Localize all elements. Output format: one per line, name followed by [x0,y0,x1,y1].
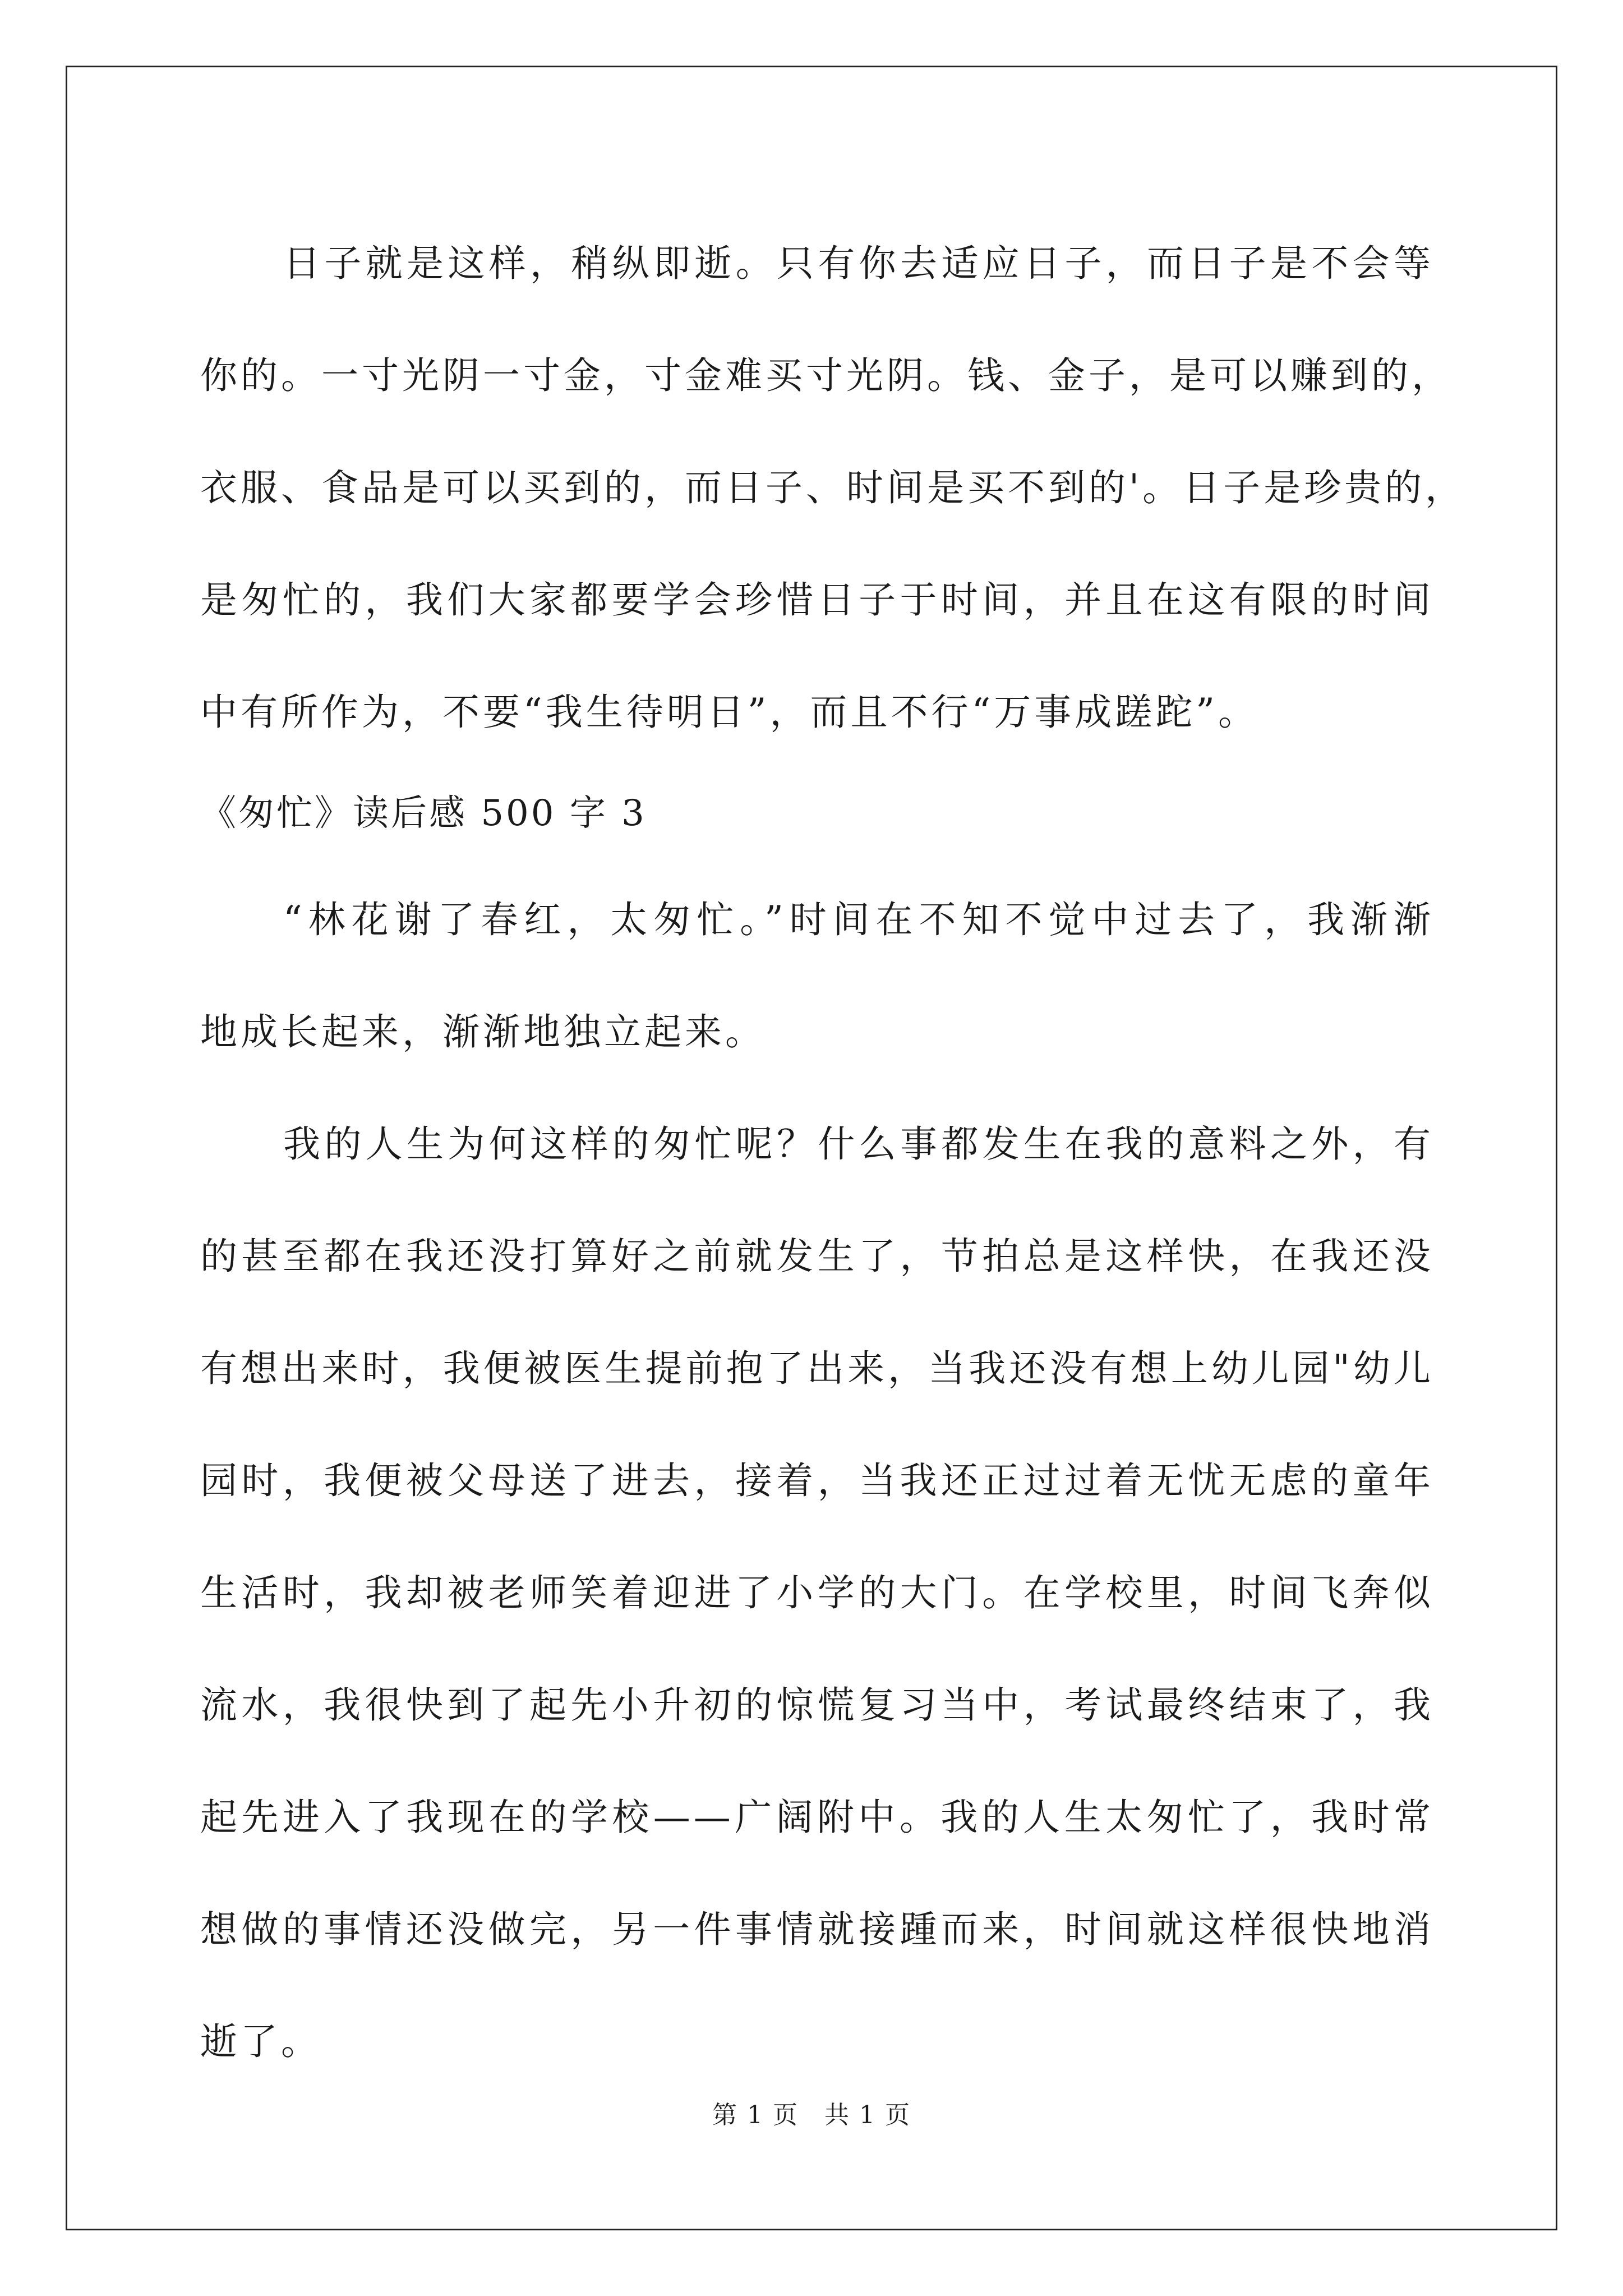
paragraph-line: 流水，我很快到了起先小升初的惊慌复习当中，考试最终结束了，我 [200,1683,1434,1727]
paragraph-line: 逝了。 [200,2020,321,2063]
paragraph-line: 生活时，我却被老师笑着迎进了小学的大门。在学校里，时间飞奔似 [200,1571,1434,1614]
paragraph-line: 地成长起来，渐渐地独立起来。 [200,1010,766,1053]
paragraph-line: 衣服、食品是可以买到的，而日子、时间是买不到的'。日子是珍贵的， [200,466,1466,509]
paragraph-line: 想做的事情还没做完，另一件事情就接踵而来，时间就这样很快地消 [200,1908,1434,1951]
paragraph-line: 起先进入了我现在的学校——广阔附中。我的人生太匆忙了，我时常 [200,1796,1434,1839]
paragraph-line: 有想出来时，我便被医生提前抱了出来，当我还没有想上幼儿园"幼儿 [200,1347,1434,1390]
paragraph-3 [200,1088,1434,2098]
paragraph-line: 日子就是这样，稍纵即逝。只有你去适应日子，而日子是不会等 [283,242,1434,285]
paragraph-2 [200,864,1434,1088]
document-body [200,208,1466,2098]
paragraph-1 [200,208,1466,769]
section-heading: 《匆忙》读后感 500 字 3 [200,793,647,834]
paragraph-line: 你的。一寸光阴一寸金，寸金难买寸光阴。钱、金子，是可以赚到的， [200,354,1452,397]
paragraph-line: 我的人生为何这样的匆忙呢？什么事都发生在我的意料之外，有 [283,1122,1434,1166]
page-number-footer: 第 1 页 共 1 页 [712,2101,911,2129]
paragraph-line: 是匆忙的，我们大家都要学会珍惜日子于时间，并且在这有限的时间 [200,578,1434,622]
paragraph-line: 园时，我便被父母送了进去，接着，当我还正过过着无忧无虑的童年 [200,1459,1434,1502]
paragraph-line: 的甚至都在我还没打算好之前就发生了，节拍总是这样快，在我还没 [200,1235,1434,1278]
paragraph-line: “林花谢了春红，太匆忙。”时间在不知不觉中过去了，我渐渐 [283,898,1434,941]
paragraph-line: 中有所作为，不要“我生待明日”，而且不行“万事成蹉跎”。 [200,691,1258,734]
